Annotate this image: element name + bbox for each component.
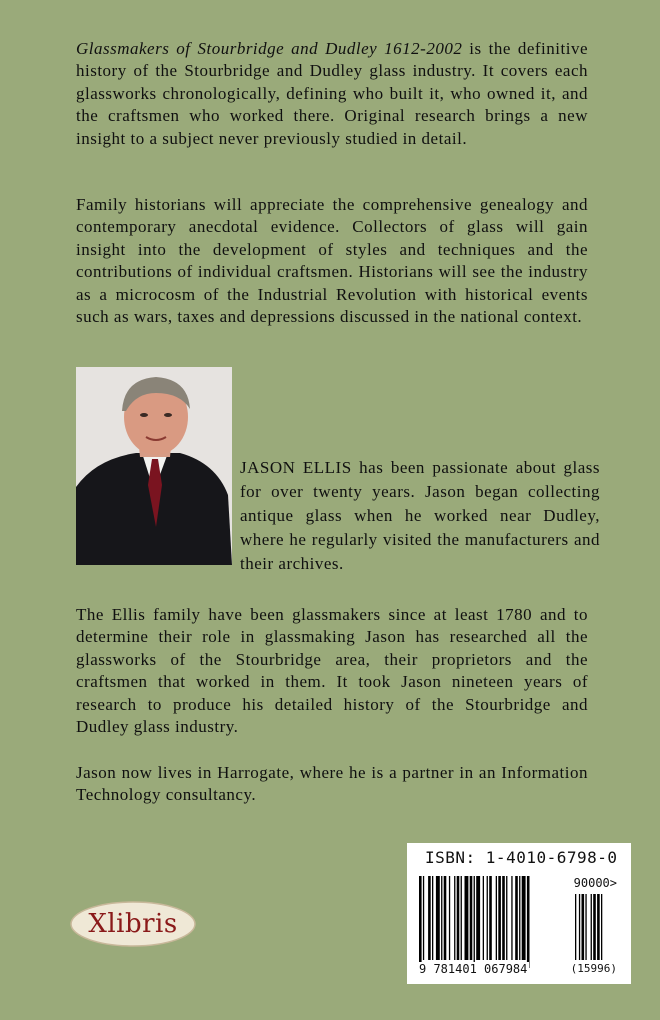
isbn-text: ISBN: 1-4010-6798-0 [425, 848, 618, 867]
barcode-supplement-bar [582, 894, 585, 960]
barcode-supplement-bar [585, 894, 586, 960]
barcode-bar [449, 876, 450, 960]
author-photo [76, 367, 232, 565]
barcode-bar [454, 876, 455, 960]
barcode-bar [522, 876, 526, 960]
barcode-bar [419, 876, 422, 968]
barcode-bar [511, 876, 512, 960]
barcode-supplement-bar [593, 894, 596, 960]
ean-digits: 9 781401 067984 [419, 962, 528, 976]
publisher-logo [68, 898, 198, 950]
price-code: 90000> [573, 876, 617, 890]
barcode-bar [441, 876, 442, 960]
price-note: (15996) [570, 962, 617, 975]
barcode-bar [502, 876, 505, 960]
isbn-barcode-block [407, 843, 631, 984]
description-paragraph-1 [76, 38, 588, 150]
author-paragraph-3: The Ellis family have been glassmakers since at least 1780 and to determine their role in glassmaking Jason has researched all the glassworks of the Stourbridge area, their proprietors and the craftsmen that worked in them. It took Jason nineteen years of research to produce his detailed history of the Stourbridge and Dudley glass industry. [76, 605, 588, 737]
barcode-bar [444, 876, 447, 960]
barcode-supplement-bar [601, 894, 602, 960]
barcode-bar [527, 876, 530, 968]
description-paragraph-1-rest: is the definitive history of the Stourbridge and Dudley glass industry. It covers each glassworks chronologically, defining who built it, who owned it, and the craftsmen who worked there. Original research brings a new insight to a subject never previously studied in detail. [76, 39, 588, 148]
author-portrait-image [76, 367, 232, 565]
barcode-bar [489, 876, 492, 960]
barcode-bar [515, 876, 518, 960]
publisher-logo-text: Xlibris [88, 909, 178, 939]
book-title: Glassmakers of Stourbridge and Dudley 1612-2002 [76, 39, 463, 58]
barcode-bar [498, 876, 501, 960]
barcode-bar [457, 876, 460, 960]
barcode-bar [423, 876, 424, 960]
author-bio: JASON ELLIS has been passionate about glass for over twenty years. Jason began collecting antique glass when he worked near Dudley, where he regularly visited the manufacturers and their archives. [240, 458, 600, 573]
barcode-bar [470, 876, 473, 960]
barcode-bar [519, 876, 520, 960]
barcode-supplement-bar [591, 894, 592, 960]
barcode-supplement-bar [575, 894, 576, 960]
barcode-bar [432, 876, 433, 960]
barcode-supplement-bar [579, 894, 580, 960]
barcode-supplement-bar [597, 894, 600, 960]
barcode-bar [496, 876, 497, 960]
barcode-bar [436, 876, 440, 960]
barcode-bar [465, 876, 469, 960]
barcode-bar [487, 876, 488, 960]
barcode-image [417, 876, 622, 971]
barcode-bar [428, 876, 431, 960]
barcode-bar [506, 876, 507, 960]
barcode-bar [476, 876, 480, 960]
barcode-bar [461, 876, 462, 960]
barcode-bar [474, 876, 475, 968]
barcode-bar [483, 876, 484, 960]
description-paragraph-2: Family historians will appreciate the comprehensive genealogy and contemporary anecdotal evidence. Collectors of glass will gain insight into the development of styles and techniques and the contributions of individual craftsmen. Historians will see the industry as a microcosm of the Industrial Revolution with historical events such as wars, taxes and depressions discussed in the national context. [76, 195, 588, 327]
author-paragraph-4: Jason now lives in Harrogate, where he is a partner in an Information Technology consultancy. [76, 763, 588, 805]
